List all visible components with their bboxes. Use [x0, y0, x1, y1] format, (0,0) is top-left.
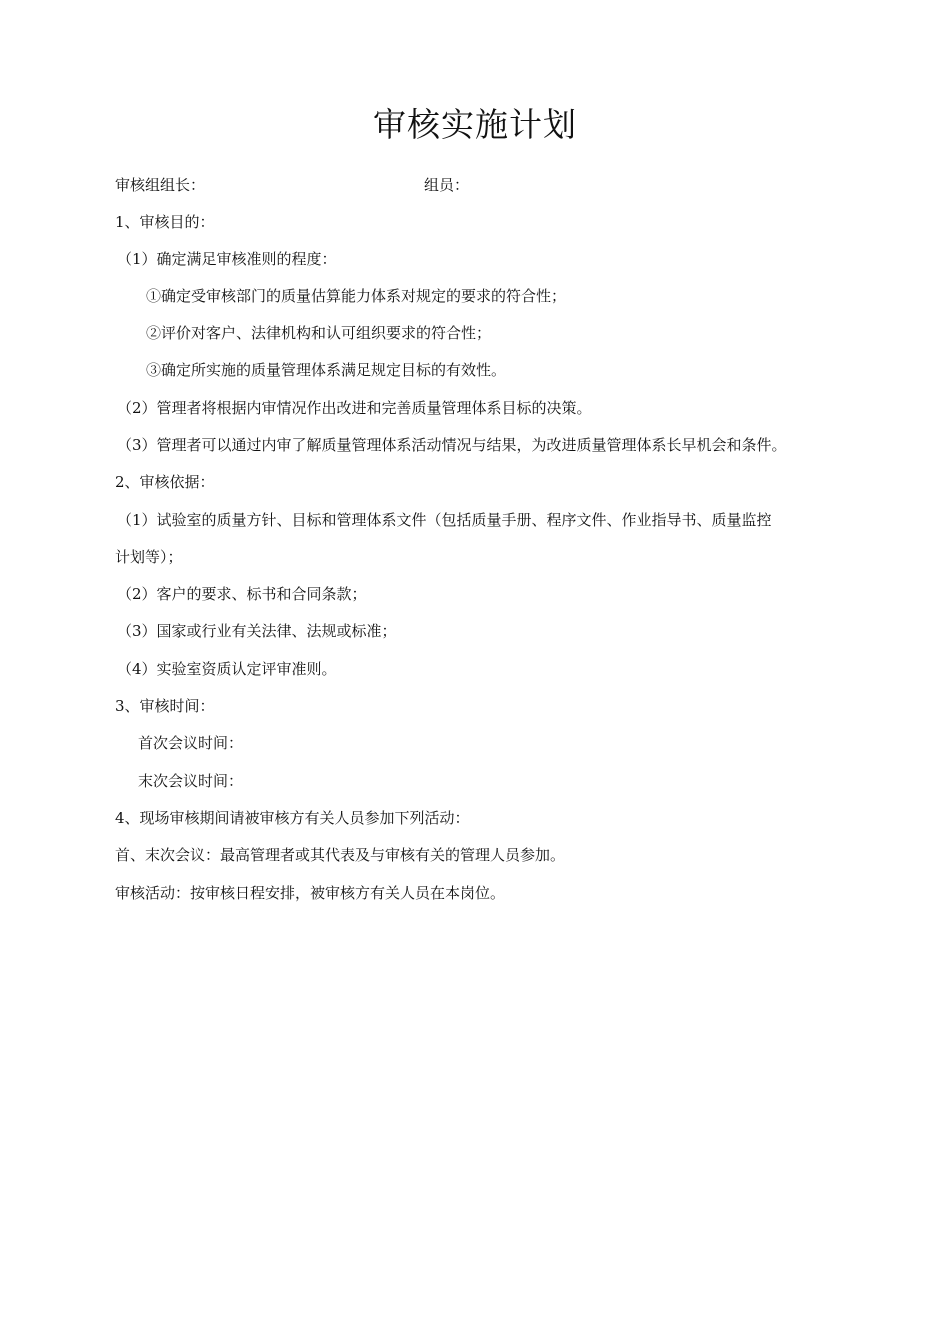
section-2-item-1-line-1: （1）试验室的质量方针、目标和管理体系文件（包括质量手册、程序文件、作业指导书、质量监控 [117, 511, 772, 529]
section-1-item-3: （3）管理者可以通过内审了解质量管理体系活动情况与结果，为改进质量管理体系长早机会和条件。 [117, 436, 787, 454]
section-2-item-3: （3）国家或行业有关法律、法规或标准； [117, 622, 397, 640]
section-1-heading: 1、审核目的： [115, 213, 215, 231]
section-2-item-1-line-2: 计划等）； [115, 548, 183, 566]
team-leader-label: 审核组组长： [115, 176, 206, 194]
document-title: 审核实施计划 [373, 105, 577, 144]
section-4-meetings: 首、末次会议：最高管理者或其代表及与审核有关的管理人员参加。 [115, 846, 566, 864]
section-1-item-1-c: ③确定所实施的质量管理体系满足规定目标的有效性。 [146, 361, 507, 379]
section-4-heading: 4、现场审核期间请被审核方有关人员参加下列活动： [115, 809, 470, 827]
section-3-heading: 3、审核时间： [115, 697, 215, 715]
last-meeting-time: 末次会议时间： [138, 772, 244, 790]
section-2-heading: 2、审核依据： [115, 473, 215, 491]
section-2-item-4: （4）实验室资质认定评审准则。 [117, 660, 337, 678]
members-label: 组员： [424, 176, 470, 194]
section-1-item-2: （2）管理者将根据内审情况作出改进和完善质量管理体系目标的决策。 [117, 399, 592, 417]
section-1-item-1-b: ②评价对客户、法律机构和认可组织要求的符合性； [146, 324, 492, 342]
section-1-item-1: （1）确定满足审核准则的程度： [117, 250, 337, 268]
section-2-item-2: （2）客户的要求、标书和合同条款； [117, 585, 367, 603]
section-1-item-1-a: ①确定受审核部门的质量估算能力体系对规定的要求的符合性； [146, 287, 567, 305]
section-4-activities: 审核活动：按审核日程安排，被审核方有关人员在本岗位。 [115, 884, 506, 902]
first-meeting-time: 首次会议时间： [138, 734, 244, 752]
